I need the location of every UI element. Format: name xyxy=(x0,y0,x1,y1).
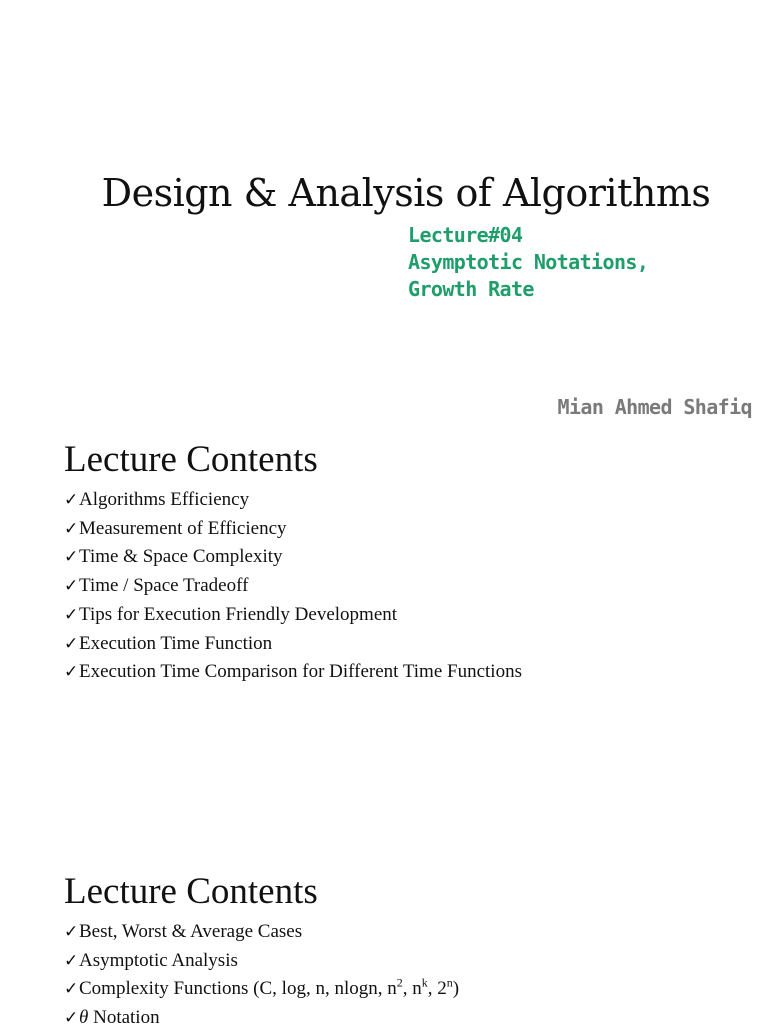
complexity-suffix: ) xyxy=(452,978,460,1000)
list-item-text: Notation xyxy=(88,1007,160,1029)
list-item-text: Measurement of Efficiency xyxy=(79,517,287,539)
list-item xyxy=(64,572,522,601)
checkmark-icon: ✓ xyxy=(64,490,79,509)
checkmark-icon: ✓ xyxy=(64,633,79,653)
list-item-text: Asymptotic Analysis xyxy=(79,949,238,971)
list-item-text: Time / Space Tradeoff xyxy=(79,575,249,597)
list-item-text: Best, Worst & Average Cases xyxy=(79,921,303,942)
title-slide xyxy=(0,0,768,432)
presentation-title: Design & Analysis of Algorithms xyxy=(101,171,711,215)
contents-list xyxy=(64,918,459,1033)
theta-symbol: θ xyxy=(79,1007,89,1029)
checkmark-icon: ✓ xyxy=(64,662,79,682)
list-item xyxy=(64,630,522,659)
subtitle-line-growth-rate: Growth Rate xyxy=(408,277,534,301)
subtitle-line-lecture-number: Lecture#04 xyxy=(408,223,523,247)
list-item-text: Time & Space Complexity xyxy=(79,546,283,568)
checkmark-icon: ✓ xyxy=(64,922,79,941)
contents-list xyxy=(64,486,522,687)
complexity-prefix: Complexity Functions (C, log, n, nlogn, n xyxy=(79,978,397,1000)
section-heading: Lecture Contents xyxy=(64,439,318,480)
section-heading: Lecture Contents xyxy=(64,871,318,912)
list-item xyxy=(64,975,459,1004)
list-item xyxy=(64,601,522,630)
complexity-mid-1: , n xyxy=(402,978,422,1000)
list-item-text: Tips for Execution Friendly Development xyxy=(79,603,398,625)
checkmark-icon: ✓ xyxy=(64,604,79,624)
checkmark-icon: ✓ xyxy=(64,1008,79,1028)
checkmark-icon: ✓ xyxy=(64,979,79,999)
list-item xyxy=(64,658,522,687)
lecture-subtitle xyxy=(408,222,648,303)
lecture-contents-slide-1 xyxy=(0,432,768,864)
list-item xyxy=(64,947,459,976)
list-item xyxy=(64,486,522,515)
subtitle-line-topic: Asymptotic Notations, xyxy=(408,250,649,274)
checkmark-icon: ✓ xyxy=(64,950,79,970)
checkmark-icon: ✓ xyxy=(64,576,79,596)
list-item xyxy=(64,543,522,572)
author-name: Mian Ahmed Shafiq xyxy=(557,395,752,419)
lecture-contents-slide-2 xyxy=(0,864,768,1029)
list-item xyxy=(64,918,459,947)
list-item-text: Execution Time Comparison for Different Time Functions xyxy=(79,661,522,683)
list-item xyxy=(64,515,522,544)
checkmark-icon: ✓ xyxy=(64,518,79,538)
list-item xyxy=(64,1004,459,1033)
exponent-2: 2 xyxy=(396,976,403,991)
checkmark-icon: ✓ xyxy=(64,547,79,567)
complexity-mid-2: , 2 xyxy=(427,978,447,1000)
list-item-text: Algorithms Efficiency xyxy=(79,489,250,510)
list-item-text: Execution Time Function xyxy=(79,632,273,654)
exponent-k: k xyxy=(421,976,428,991)
exponent-n: n xyxy=(446,976,453,991)
